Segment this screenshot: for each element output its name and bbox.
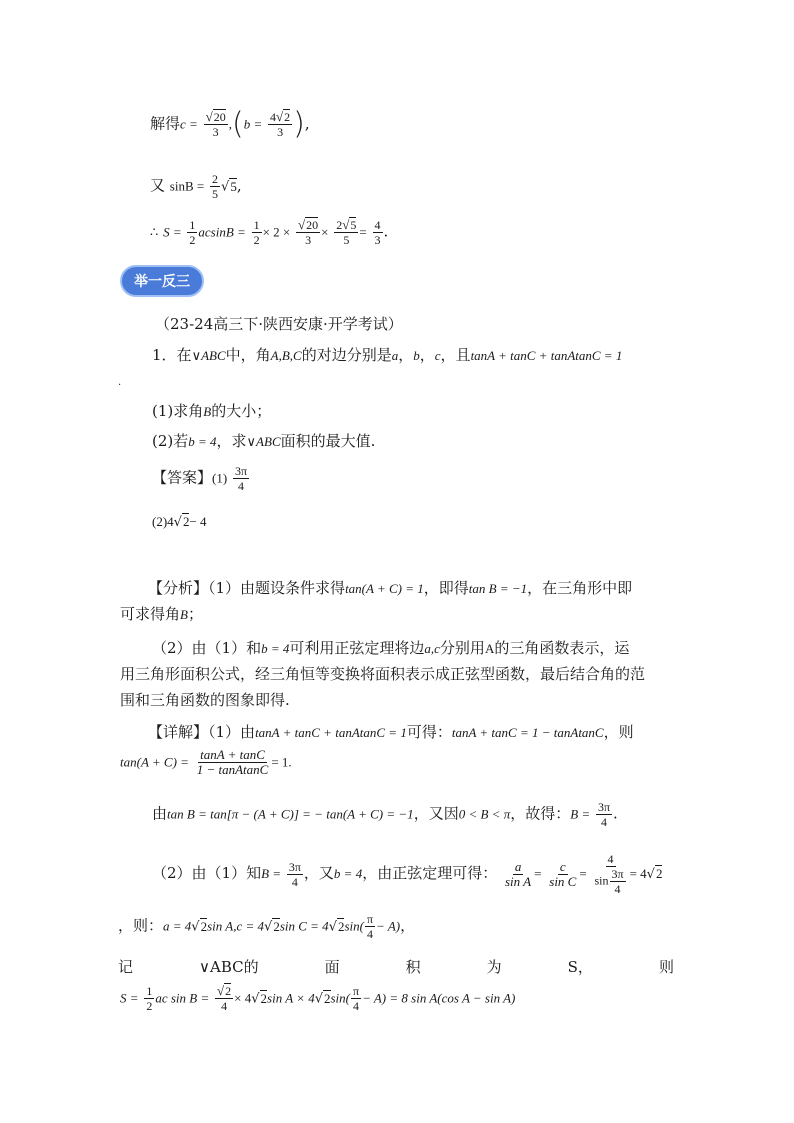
radicand: 2 bbox=[182, 514, 190, 529]
source-line: （23-24高三下·陕西安康·开学考试） bbox=[155, 315, 403, 333]
text: （1）由题设条件求得 bbox=[208, 579, 346, 597]
variable: B bbox=[203, 404, 212, 419]
radicand: 2 bbox=[260, 990, 268, 1006]
detail-line-2 bbox=[120, 748, 292, 784]
equals: = bbox=[359, 224, 367, 240]
numerator: c bbox=[559, 858, 566, 874]
question-2 bbox=[152, 430, 375, 453]
text: (2)若 bbox=[152, 432, 189, 450]
radicand: 2 bbox=[655, 866, 663, 881]
denominator: 2 bbox=[189, 233, 196, 247]
numerator: 3π bbox=[597, 800, 611, 814]
detail-line-5: ，则：a = 4√2sin A,c = 4√2sin C = 4√2sin( $\frac{\pi}{4}$ − A)， bbox=[118, 912, 416, 941]
s-equation: S = bbox=[163, 224, 182, 240]
answer-fraction bbox=[233, 464, 249, 493]
numerator: 3π bbox=[234, 464, 248, 478]
expression: tan B = −1 bbox=[468, 581, 528, 596]
text: ，又 bbox=[303, 864, 334, 882]
text: ，又因 bbox=[413, 804, 459, 823]
side-a: a bbox=[391, 348, 399, 363]
variable: B bbox=[180, 607, 188, 622]
text: ； bbox=[187, 605, 203, 623]
half-fraction bbox=[187, 218, 197, 247]
equals: = bbox=[534, 866, 542, 881]
coefficient: 4 bbox=[167, 514, 174, 529]
b-equation: B = bbox=[570, 806, 591, 822]
radicand: 2 bbox=[225, 984, 232, 998]
word: 面 bbox=[324, 958, 340, 976]
suffix: , bbox=[304, 114, 310, 133]
word: ∨ABC的 bbox=[199, 958, 259, 976]
problem-number: 1． bbox=[152, 346, 177, 364]
part-label: (1) bbox=[212, 470, 228, 486]
sinB-line: 又 sinB = $\frac{2}{5}$ √5, bbox=[150, 172, 242, 201]
b-equation: b = bbox=[243, 116, 263, 132]
text: 中，角 bbox=[225, 346, 271, 364]
text: （2）由（1）和 bbox=[152, 639, 262, 657]
equals: = 4 bbox=[629, 866, 647, 881]
angle-fraction bbox=[596, 800, 612, 829]
prefix: 又 bbox=[150, 176, 166, 195]
text: ，求 bbox=[216, 432, 247, 450]
denominator: 4 bbox=[221, 999, 228, 1013]
detail-line-1 bbox=[148, 721, 634, 744]
answer-line-2: (2)4√2− 4 bbox=[152, 514, 207, 530]
radicand: 2 bbox=[200, 918, 208, 934]
problem-dot: . bbox=[118, 377, 122, 388]
radicand: 2 bbox=[284, 110, 291, 124]
text: ，则： bbox=[118, 916, 164, 935]
equals: = bbox=[579, 866, 587, 881]
inner-fraction bbox=[610, 867, 626, 896]
detail-label: 【详解】 bbox=[148, 723, 209, 741]
solve-line: 解得c = $\frac{√20}{3}$ ,(b = $\frac{4√2}{3}$ ), bbox=[150, 106, 310, 142]
analysis-label: 【分析】 bbox=[148, 579, 209, 597]
sinB-expression: sinB = bbox=[169, 178, 205, 194]
suffix: , bbox=[236, 176, 242, 195]
detail-line-3 bbox=[152, 800, 618, 836]
denominator: 2 bbox=[253, 233, 260, 247]
c-equation: c = bbox=[180, 116, 198, 132]
text: 可得： bbox=[406, 723, 452, 741]
expression: tan(A + C) = 1 bbox=[345, 581, 424, 596]
sine-law-fraction-1 bbox=[503, 860, 533, 889]
analysis-line-2 bbox=[120, 603, 203, 626]
radicand: 2 bbox=[324, 990, 331, 1006]
period: . bbox=[613, 804, 618, 823]
text: （1）由 bbox=[208, 723, 256, 741]
denominator: sin C bbox=[549, 873, 577, 889]
root2-fraction: $\frac{√2}{4}$ bbox=[217, 983, 232, 1013]
denominator: 1 − tanAtanC bbox=[196, 762, 269, 777]
answer-line-1 bbox=[152, 464, 250, 500]
word: 积 bbox=[405, 958, 421, 976]
expression: tanA + tanC = 1 − tanAtanC bbox=[451, 725, 604, 740]
result-fraction bbox=[373, 218, 383, 247]
practice-badge: 举一反三 bbox=[120, 265, 204, 297]
side-c: c bbox=[434, 348, 441, 363]
numerator: 4 bbox=[607, 852, 614, 866]
condition: tanA + tanC + tanAtanC = 1 bbox=[470, 348, 623, 363]
question-1 bbox=[152, 400, 271, 423]
word: 记 bbox=[118, 958, 134, 976]
detail-line-7: S = $\frac{1}{2}$ ac sin B = $\frac{√2}{4}$ × 4√2sin A × 4√2sin( $\frac{\pi}{4}$ − A) = 8 sin A(cos A − sin A) bbox=[120, 983, 516, 1013]
pi-fraction bbox=[351, 984, 361, 1013]
radicand: 2 bbox=[337, 918, 345, 934]
part-label: (2) bbox=[152, 514, 168, 529]
expression: acsinB = bbox=[198, 224, 246, 240]
expression: sin( bbox=[344, 918, 364, 934]
rhs: = 1. bbox=[271, 754, 292, 770]
root20-fraction: $\frac{√20}{3}$ bbox=[298, 217, 319, 247]
numerator: 1 bbox=[253, 218, 260, 232]
problem-line: 1．在∨ABC中，角A,B,C的对边分别是a，b，c，且tanA + tanC + tanAtanC = 1 bbox=[152, 346, 623, 364]
text: (1)求角 bbox=[152, 402, 204, 420]
numerator: 1 bbox=[189, 218, 196, 232]
variables: a,c bbox=[424, 641, 440, 656]
analysis-line-4: 用三角形面积公式，经三角恒等变换将面积表示成正弦型函数，最后结合角的范 bbox=[120, 665, 646, 683]
text: ，即得 bbox=[423, 579, 469, 597]
denominator: 2 bbox=[146, 999, 153, 1013]
denominator: 4 bbox=[601, 815, 607, 829]
solve-prefix: 解得 bbox=[150, 114, 181, 133]
numerator: 3π bbox=[611, 867, 624, 881]
analysis-line-5: 围和三角函数的图象即得. bbox=[120, 691, 290, 709]
denominator: 4 bbox=[614, 882, 621, 896]
expression: sin( bbox=[330, 990, 350, 1006]
word: 则 bbox=[658, 958, 674, 976]
text: 在 bbox=[176, 346, 192, 364]
text: 分别用 bbox=[439, 639, 485, 657]
angle-fraction bbox=[287, 860, 303, 889]
variable: A bbox=[484, 641, 495, 656]
denominator: 4 bbox=[291, 874, 298, 889]
denominator: 5 bbox=[212, 187, 219, 201]
period: . bbox=[383, 222, 389, 241]
sine-law-fraction-2 bbox=[547, 860, 578, 889]
denominator: 4 bbox=[367, 927, 374, 941]
text: ，故得： bbox=[510, 804, 571, 823]
text: ，由正弦定理可得： bbox=[362, 864, 498, 882]
denominator: 5 bbox=[343, 233, 350, 247]
half-fraction-2 bbox=[252, 218, 262, 247]
numerator: π bbox=[366, 912, 374, 926]
root5-fraction: $\frac{2√5}{5}$ bbox=[336, 217, 357, 247]
radicand: 5 bbox=[350, 218, 357, 232]
text: 面积的最大值. bbox=[280, 432, 376, 450]
denominator: 3 bbox=[277, 125, 284, 139]
expression: sin C = 4 bbox=[279, 918, 329, 934]
range: 0 < B < π bbox=[458, 806, 511, 822]
therefore-symbol: ∴ bbox=[150, 224, 159, 240]
triangle-symbol: ∨ABC bbox=[246, 434, 281, 449]
tan-sum-fraction bbox=[195, 748, 271, 777]
expression: − A) bbox=[376, 918, 401, 934]
analysis-line-3 bbox=[152, 637, 629, 660]
denominator: 3 bbox=[305, 233, 312, 247]
word: S， bbox=[567, 958, 593, 976]
numerator: π bbox=[353, 984, 360, 998]
text: 可求得角 bbox=[120, 605, 181, 623]
numerator: tanA + tanC bbox=[200, 747, 265, 762]
numerator: 2 bbox=[212, 172, 219, 186]
expression: a = 4 bbox=[163, 918, 192, 934]
text: 的三角函数表示，运 bbox=[494, 639, 630, 657]
denominator: 3 bbox=[374, 233, 381, 247]
text: （2）由（1）知 bbox=[152, 864, 262, 882]
radicand: 20 bbox=[213, 110, 226, 124]
answer-label: 【答案】 bbox=[152, 468, 213, 487]
expression: sin A × 4 bbox=[267, 990, 315, 1006]
denominator: 4 bbox=[353, 999, 360, 1013]
expression: tanA + tanC + tanAtanC = 1 bbox=[255, 725, 407, 740]
c-fraction: $\frac{√20}{3}$ bbox=[205, 109, 226, 139]
expression: ac sin B = bbox=[155, 990, 210, 1006]
times: × bbox=[321, 224, 329, 240]
numerator: 3π bbox=[288, 859, 301, 874]
text: 可利用正弦定理将边 bbox=[289, 639, 425, 657]
denominator: 3 bbox=[212, 125, 219, 139]
numerator: a bbox=[514, 858, 522, 874]
angles: A,B,C bbox=[270, 348, 302, 363]
tail: − 4 bbox=[189, 514, 207, 529]
half-fraction bbox=[144, 984, 154, 1013]
expression: sin A,c = 4 bbox=[207, 918, 265, 934]
detail-line-6 bbox=[118, 956, 674, 977]
expression: tan B = tan[π − (A + C)] = − tan(A + C) = −1 bbox=[167, 806, 414, 822]
condition: b = 4 bbox=[333, 866, 363, 881]
sine-law-fraction-3 bbox=[592, 852, 628, 896]
text: ，在三角形中即 bbox=[527, 579, 633, 597]
analysis-line-1 bbox=[148, 577, 632, 600]
lhs: tan(A + C) = bbox=[120, 754, 189, 770]
coefficient: 2 bbox=[336, 218, 343, 232]
coefficient: 4 bbox=[270, 110, 277, 124]
area-line bbox=[150, 218, 388, 254]
s-equation: S = bbox=[120, 990, 139, 1006]
word: 为 bbox=[486, 958, 502, 976]
expression: × 4 bbox=[234, 990, 252, 1006]
condition: b = 4 bbox=[188, 434, 217, 449]
text: ， bbox=[400, 916, 416, 935]
text: 由 bbox=[152, 804, 168, 823]
radicand: 20 bbox=[306, 218, 319, 232]
side-b: b bbox=[413, 348, 420, 363]
expression: × 2 × bbox=[262, 224, 291, 240]
detail-line-4: （2）由（1）知B = $\frac{3\pi}{4}$ ，又b = 4，由正弦定理可得： $\frac{a}{\text{sin A}}$ = $\frac{c}{\text{sin C}}$ = 4 sin $\frac{3\pi}{4}$ = 4√2 bbox=[152, 852, 663, 896]
triangle-symbol: ∨ABC bbox=[191, 348, 226, 363]
text: ，且 bbox=[440, 346, 471, 364]
b-equation: B = bbox=[261, 866, 282, 881]
radicand: 5 bbox=[230, 178, 237, 194]
text: ，则 bbox=[603, 723, 634, 741]
denominator: 4 bbox=[238, 479, 244, 493]
denominator: sin A bbox=[505, 873, 532, 889]
expression: b = 4 bbox=[261, 641, 290, 656]
expression: − A) = 8 sin A(cos A − sin A) bbox=[362, 990, 516, 1006]
sin: sin bbox=[594, 873, 609, 888]
radicand: 2 bbox=[273, 918, 280, 934]
pi-fraction bbox=[365, 912, 375, 941]
numerator: 1 bbox=[146, 984, 153, 998]
text: 的大小； bbox=[211, 402, 272, 420]
numerator: 4 bbox=[374, 218, 381, 232]
fraction bbox=[210, 172, 220, 201]
b-fraction: $\frac{4√2}{3}$ bbox=[270, 109, 291, 139]
text: 的对边分别是 bbox=[301, 346, 392, 364]
